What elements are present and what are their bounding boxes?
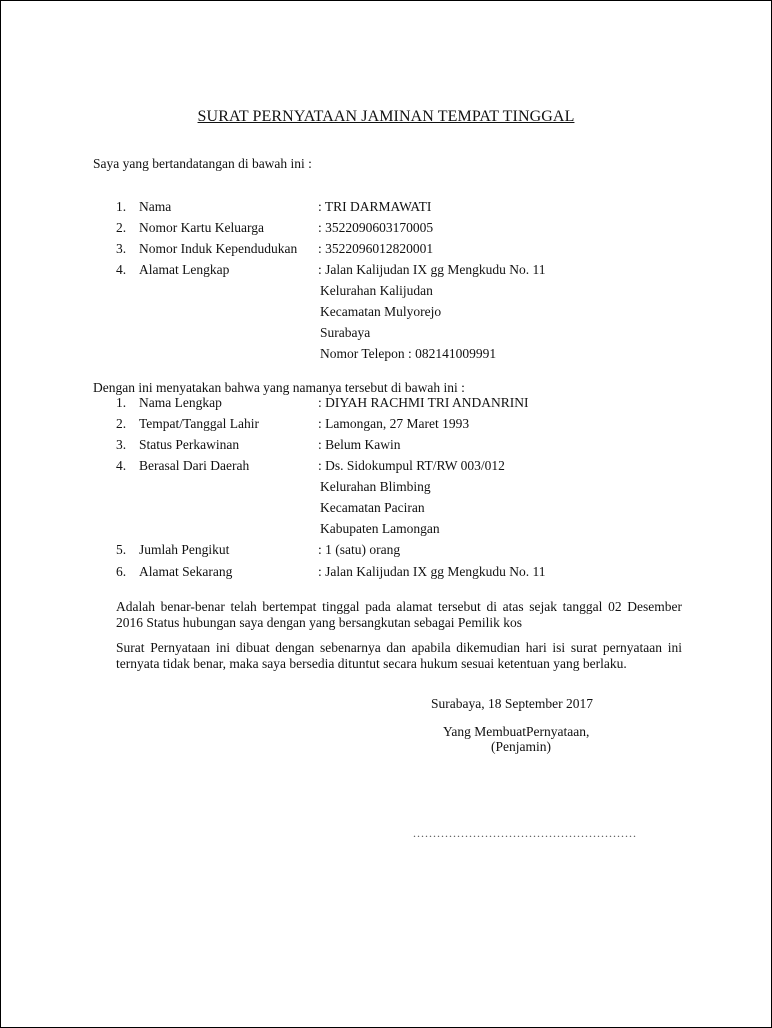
residence-paragraph: Adalah benar-benar telah bertempat tinggal pada alamat tersebut di atas sejak tanggal 02 Desember 2016 Status hubungan saya dengan yang bersangkutan sebagai Pemilik kos [116,599,682,630]
place-date: Surabaya, 18 September 2017 [431,696,593,711]
list-number: 4. [116,262,127,277]
signature-line: ........................................................ [413,826,637,840]
list-number: 3. [116,241,127,256]
field-value: : Belum Kawin [318,437,401,452]
maker-label: Yang MembuatPernyataan, [443,724,590,739]
field-label: Nama Lengkap [139,395,222,410]
field-label: Tempat/Tanggal Lahir [139,416,259,431]
field-value: : Lamongan, 27 Maret 1993 [318,416,470,431]
field-label: Alamat Lengkap [139,262,230,277]
list-number: 4. [116,458,127,473]
list-number: 2. [116,416,127,431]
role-label: (Penjamin) [491,739,551,754]
field-label: Nomor Induk Kependudukan [139,241,298,256]
field-value: : Jalan Kalijudan IX gg Mengkudu No. 11 [318,564,546,579]
origin-line: Kecamatan Paciran [320,500,425,515]
list-number: 3. [116,437,127,452]
field-label: Nomor Kartu Keluarga [139,220,264,235]
field-label: Alamat Sekarang [139,564,233,579]
document-title: SURAT PERNYATAAN JAMINAN TEMPAT TINGGAL [197,108,575,125]
list-number: 5. [116,542,127,557]
field-value: : TRI DARMAWATI [318,199,432,214]
field-label: Berasal Dari Daerah [139,458,250,473]
address-line: Kecamatan Mulyorejo [320,304,442,319]
origin-line: Kelurahan Blimbing [320,479,431,494]
statement-text: Dengan ini menyatakan bahwa yang namanya tersebut di bawah ini : [93,380,465,395]
list-number: 6. [116,564,127,579]
field-value: : Ds. Sidokumpul RT/RW 003/012 [318,458,505,473]
field-value: : 3522096012820001 [318,241,434,256]
list-number: 1. [116,395,127,410]
field-value: : 3522090603170005 [318,220,434,235]
phone-line: Nomor Telepon : 082141009991 [320,346,497,361]
field-value: : DIYAH RACHMI TRI ANDANRINI [318,395,529,410]
address-line: Kelurahan Kalijudan [320,283,433,298]
field-label: Jumlah Pengikut [139,542,230,557]
intro-text: Saya yang bertandatangan di bawah ini : [93,156,312,171]
declaration-paragraph: Surat Pernyataan ini dibuat dengan sebenarnya dan apabila dikemudian hari isi surat pernyataan ini ternyata tidak benar, maka saya bersedia dituntut secara hukum sesuai ketentuan yang berlaku. [116,640,682,671]
field-value: : 1 (satu) orang [318,542,401,557]
field-label: Status Perkawinan [139,437,240,452]
origin-line: Kabupaten Lamongan [320,521,440,536]
field-value: : Jalan Kalijudan IX gg Mengkudu No. 11 [318,262,546,277]
address-line: Surabaya [320,325,371,340]
field-label: Nama [139,199,172,214]
list-number: 1. [116,199,127,214]
list-number: 2. [116,220,127,235]
